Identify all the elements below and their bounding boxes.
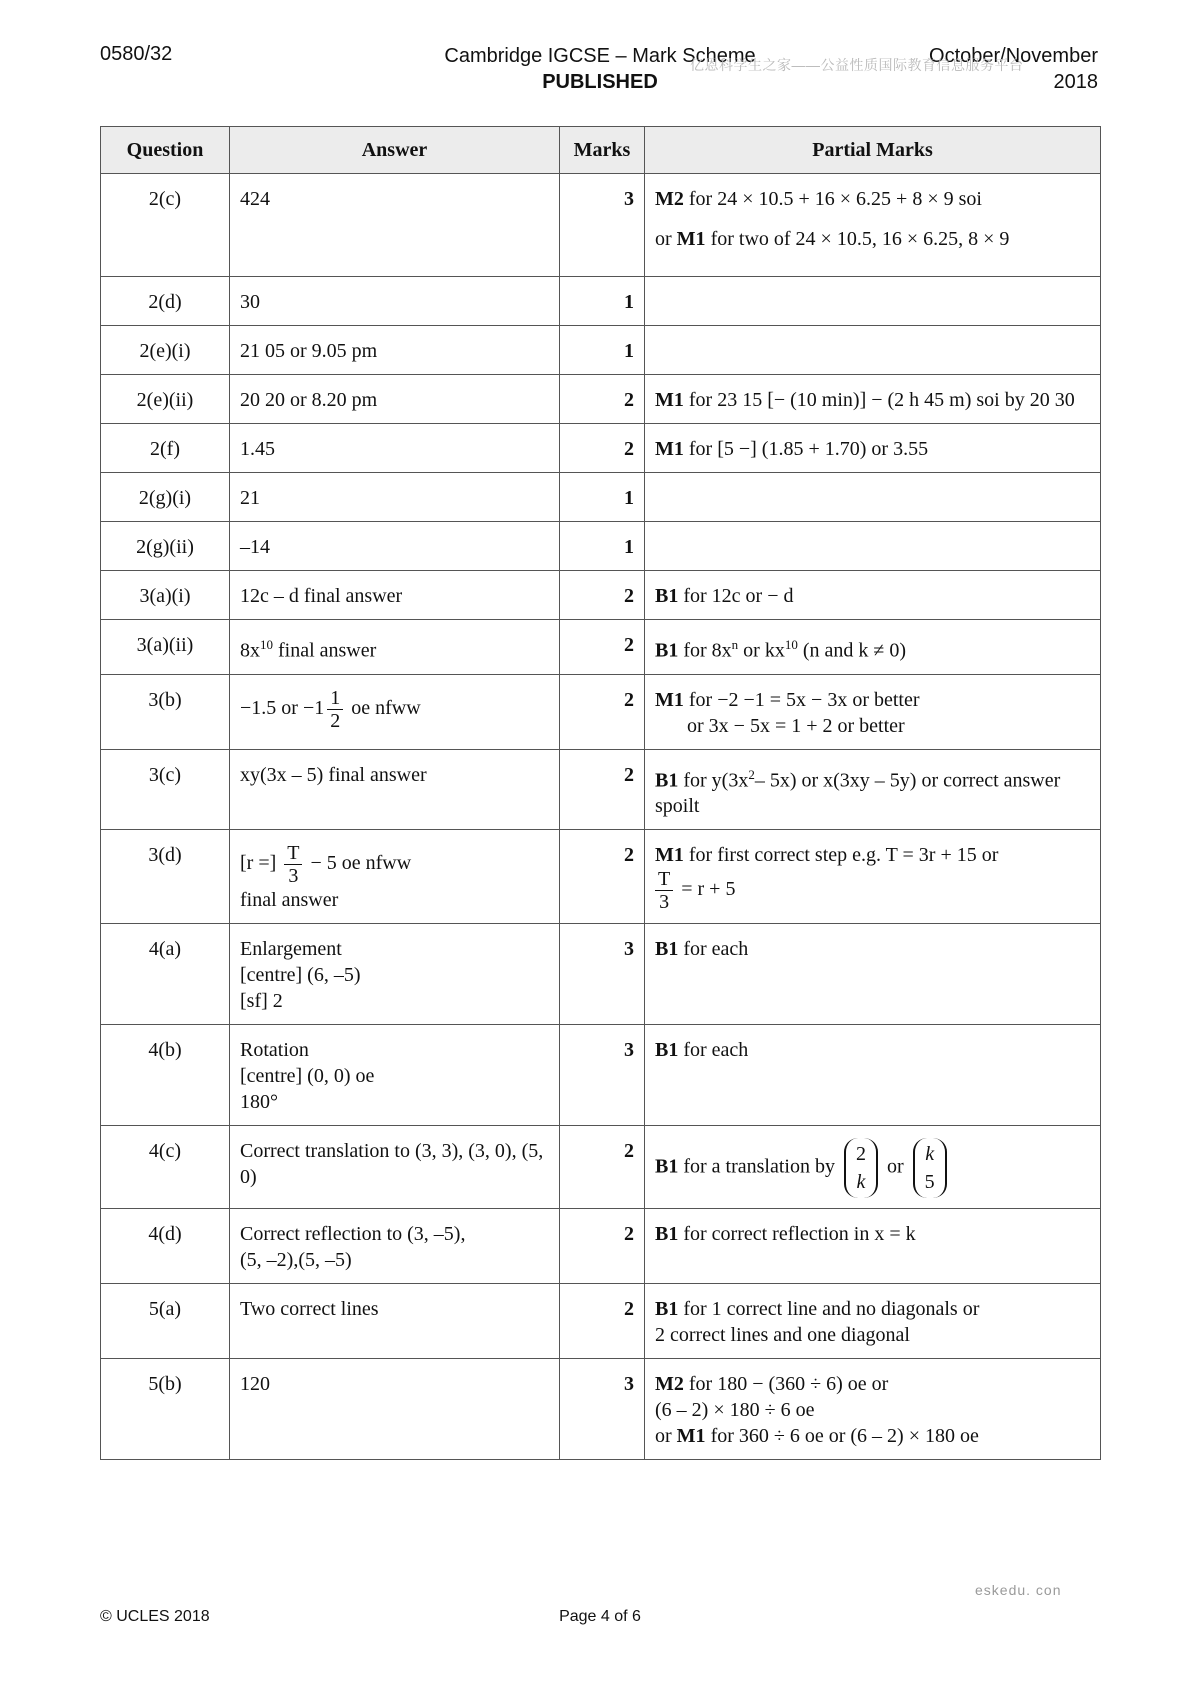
marks-cell: 2 [560,571,645,620]
mark-code: M1 [676,228,706,250]
mark-code: B1 [655,938,679,961]
answer-cell: Correct translation to (3, 3), (3, 0), (5, 0) [230,1126,560,1209]
marks-cell: 3 [560,1359,645,1460]
partial-marks-cell [645,830,1101,924]
table-row [101,749,1101,830]
mark-code: M2 [655,188,684,210]
fraction [284,842,302,887]
question-cell: 3(d) [101,830,230,924]
question-cell: 5(a) [101,1284,230,1359]
answer-cell: 20 20 or 8.20 pm [230,375,560,424]
partial-marks-cell [645,174,1101,277]
answer-text: 8x [240,639,260,662]
question-cell: 2(g)(i) [101,473,230,522]
partial-text: – 5x) or x(3xy – 5y) or correct answer spoilt [655,769,1061,818]
numerator: T [655,868,673,891]
mark-code: M1 [655,844,684,867]
mark-code: M1 [655,688,684,711]
exponent: 2 [748,766,755,782]
partial-text: for y(3x [678,769,749,792]
table-row [101,571,1101,620]
marks-cell: 1 [560,522,645,571]
answer-cell: 424 [230,174,560,277]
marks-cell: 2 [560,1209,645,1284]
answer-text: oe nfww [346,696,421,719]
mark-code: B1 [655,639,679,662]
partial-text: for 12c or − d [678,585,794,607]
table-row [101,1209,1101,1284]
partial-text: (6 – 2) × 180 ÷ 6 oe [655,1399,815,1422]
answer-cell: –14 [230,522,560,571]
answer-line: Rotation [240,1039,309,1062]
fraction [327,687,343,732]
partial-text: for each [678,938,749,961]
title-text: Cambridge IGCSE – Mark Scheme [444,45,756,67]
mark-code: M1 [655,389,684,411]
mark-scheme-table [100,126,1101,1460]
partial-marks-cell [645,1025,1101,1126]
partial-marks-cell [645,1126,1101,1209]
copyright: © UCLES 2018 [100,1608,210,1625]
table-row [101,522,1101,571]
marks-cell: 2 [560,375,645,424]
column-vector [844,1138,878,1198]
answer-cell [230,1209,560,1284]
answer-text: final answer [273,639,377,662]
vector-bottom: 5 [924,1171,935,1194]
numerator: 1 [327,687,343,710]
question-cell: 3(a)(ii) [101,620,230,675]
partial-marks-cell [645,473,1101,522]
partial-text: for two of 24 × 10.5, 16 × 6.25, 8 × 9 [705,228,1010,250]
denominator: 3 [288,865,299,888]
exponent: n [731,637,739,652]
table-row [101,620,1101,675]
mark-code: M2 [655,1373,684,1396]
page-number: Page 4 of 6 [559,1608,641,1625]
watermark: 亿恩科学生之家——公益性质国际教育信息服务平台 [690,57,1024,73]
column-vector [913,1138,947,1198]
session-year: 2018 [1053,71,1098,93]
denominator: 3 [659,891,670,914]
marks-cell: 2 [560,1126,645,1209]
marks-cell: 3 [560,1025,645,1126]
answer-line: [sf] 2 [240,990,283,1013]
mark-code: B1 [655,1155,679,1178]
mark-code: B1 [655,769,679,792]
table-row [101,1284,1101,1359]
question-cell: 2(g)(ii) [101,522,230,571]
partial-text: for first correct step e.g. T = 3r + 15 or [683,844,999,867]
mark-code: M1 [655,438,684,460]
partial-text: = r + 5 [676,878,736,901]
exponent: 10 [784,637,798,652]
answer-cell: 1.45 [230,424,560,473]
answer-cell [230,830,560,924]
question-cell: 3(a)(i) [101,571,230,620]
syllabus-code: 0580/32 [100,43,173,65]
question-cell: 5(b) [101,1359,230,1460]
header-question: Question [101,127,230,174]
table-header-row [101,127,1101,174]
table-row [101,1025,1101,1126]
answer-cell [230,620,560,675]
marks-cell: 2 [560,1284,645,1359]
answer-line: [centre] (6, –5) [240,964,361,987]
question-cell: 4(b) [101,1025,230,1126]
marks-cell: 3 [560,174,645,277]
answer-cell: 21 05 or 9.05 pm [230,326,560,375]
partial-marks-cell [645,620,1101,675]
partial-text: for 1 correct line and no diagonals or [678,1298,980,1321]
partial-text: (n and k ≠ 0) [797,639,907,662]
table-row [101,473,1101,522]
marks-cell: 1 [560,326,645,375]
site-watermark: eskedu. con [975,1582,1062,1598]
table-row [101,277,1101,326]
answer-text: −1.5 or −1 [240,696,325,719]
answer-line: 180° [240,1091,278,1114]
partial-text: for 360 ÷ 6 oe or (6 – 2) × 180 oe [705,1425,979,1448]
partial-text: for 24 × 10.5 + 16 × 6.25 + 8 × 9 soi [683,188,982,210]
marks-cell: 2 [560,749,645,830]
header-partial-marks: Partial Marks [645,127,1101,174]
vector-top: 2 [855,1143,866,1166]
partial-text: for correct reflection in x = k [678,1223,916,1246]
answer-line: [centre] (0, 0) oe [240,1065,375,1088]
answer-cell [230,1025,560,1126]
vector-top: k [925,1143,935,1166]
answer-line: (5, –2),(5, –5) [240,1249,352,1272]
answer-line: Enlargement [240,938,342,961]
partial-marks-cell [645,571,1101,620]
marks-cell: 2 [560,620,645,675]
question-cell: 4(d) [101,1209,230,1284]
partial-text: for 23 15 [− (10 min)] − (2 h 45 m) soi by 20 30 [683,389,1075,411]
vector-bottom: k [856,1171,866,1194]
marks-cell: 2 [560,674,645,749]
mark-code: M1 [676,1425,706,1448]
question-cell: 2(e)(ii) [101,375,230,424]
question-cell: 3(c) [101,749,230,830]
partial-text: for [5 −] (1.85 + 1.70) or 3.55 [683,438,929,460]
partial-marks-cell [645,375,1101,424]
marks-cell: 1 [560,473,645,522]
fraction [655,868,673,913]
denominator: 2 [330,709,341,732]
header-answer: Answer [230,127,560,174]
answer-cell: xy(3x – 5) final answer [230,749,560,830]
table-row [101,1359,1101,1460]
question-cell: 4(a) [101,924,230,1025]
question-cell: 2(c) [101,174,230,277]
marks-cell: 3 [560,924,645,1025]
answer-cell: 12c – d final answer [230,571,560,620]
partial-text: for −2 −1 = 5x − 3x or better [683,688,920,711]
table-row [101,174,1101,277]
partial-marks-cell [645,924,1101,1025]
partial-text: 2 correct lines and one diagonal [655,1324,910,1347]
table-row [101,1126,1101,1209]
answer-line: Correct reflection to (3, –5), [240,1223,466,1246]
partial-text: or [881,1155,909,1178]
table-row [101,375,1101,424]
partial-marks-cell [645,277,1101,326]
answer-cell [230,674,560,749]
partial-marks-cell [645,1209,1101,1284]
answer-text: final answer [240,889,339,912]
answer-text: [r =] [240,852,282,875]
marks-cell: 2 [560,424,645,473]
table-row [101,924,1101,1025]
partial-text: or [655,1425,677,1448]
question-cell: 2(e)(i) [101,326,230,375]
partial-marks-cell [645,1284,1101,1359]
question-cell: 2(f) [101,424,230,473]
marks-cell: 2 [560,830,645,924]
partial-text: or [655,228,677,250]
answer-cell: 120 [230,1359,560,1460]
partial-marks-cell [645,1359,1101,1460]
partial-marks-cell [645,326,1101,375]
partial-text: for a translation by [678,1155,840,1178]
published-label: PUBLISHED [542,71,658,93]
partial-text: or kx [738,639,785,662]
partial-marks-cell [645,522,1101,571]
mark-code: B1 [655,1298,679,1321]
partial-marks-cell [645,424,1101,473]
question-cell: 2(d) [101,277,230,326]
header-marks: Marks [560,127,645,174]
partial-text: for 8x [678,639,732,662]
partial-text: for each [678,1039,749,1062]
answer-cell: 21 [230,473,560,522]
marks-cell: 1 [560,277,645,326]
question-cell: 4(c) [101,1126,230,1209]
mark-code: B1 [655,585,679,607]
table-row [101,830,1101,924]
session-name: October/November [929,45,1098,67]
answer-cell [230,924,560,1025]
mark-code: B1 [655,1223,679,1246]
partial-text: for 180 − (360 ÷ 6) oe or [683,1373,889,1396]
partial-marks-cell [645,749,1101,830]
answer-cell: 30 [230,277,560,326]
question-cell: 3(b) [101,674,230,749]
partial-marks-cell [645,674,1101,749]
answer-text: − 5 oe nfww [305,852,412,875]
table-row [101,424,1101,473]
mark-code: B1 [655,1039,679,1062]
numerator: T [284,842,302,865]
table-row [101,674,1101,749]
table-row [101,326,1101,375]
exponent: 10 [260,637,273,652]
answer-cell: Two correct lines [230,1284,560,1359]
partial-text: or 3x − 5x = 1 + 2 or better [687,714,905,737]
